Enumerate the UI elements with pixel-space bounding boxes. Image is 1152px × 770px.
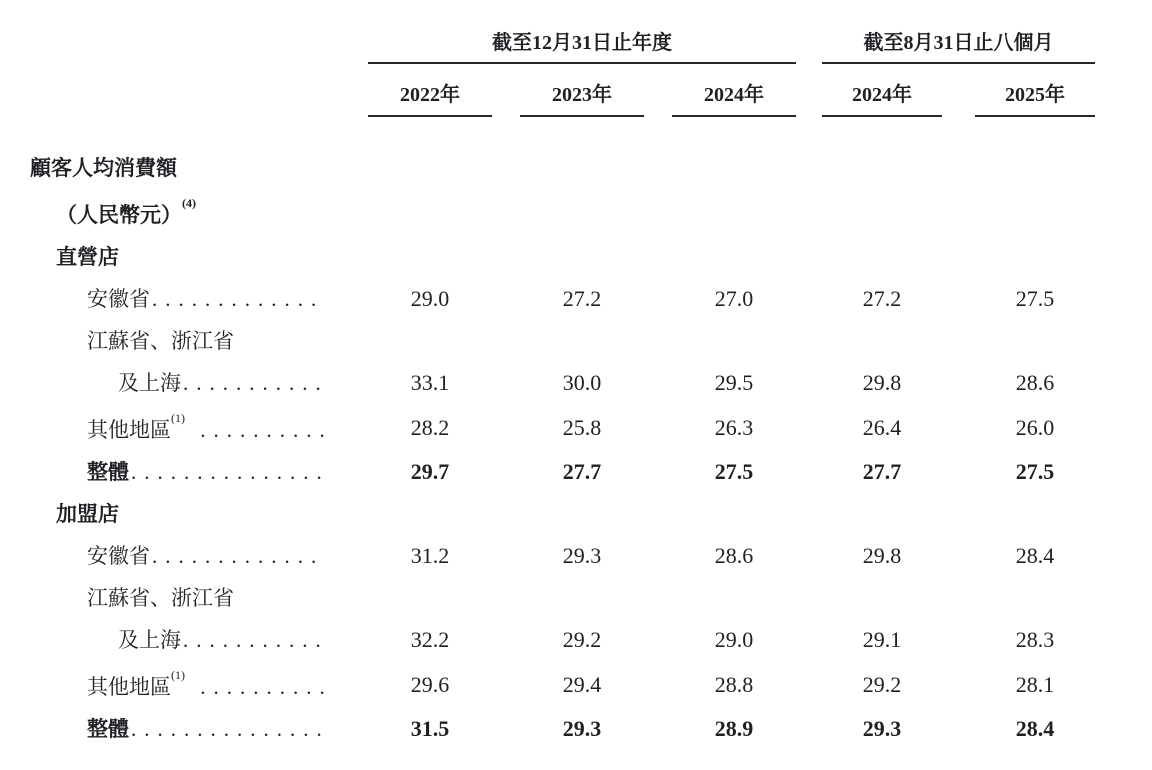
table-header: [30, 26, 1095, 116]
table-row: [30, 493, 1095, 535]
column-spacer: [492, 577, 520, 619]
leader-dots: ...........: [183, 371, 329, 395]
row-label: 整體: [87, 460, 129, 484]
cell-value: [975, 577, 1095, 619]
column-spacer: [942, 116, 975, 189]
column-spacer: [492, 708, 520, 750]
cell-value: 29.1: [862, 627, 902, 652]
row-label: 江蘇省、浙江省: [87, 586, 234, 610]
cell-value: 29.2: [862, 671, 902, 697]
column-spacer: [492, 236, 520, 278]
leader-dots: .............: [152, 287, 325, 311]
cell-value: [975, 236, 1095, 278]
column-spacer: [942, 236, 975, 278]
row-label: 加盟店: [56, 502, 119, 526]
column-spacer: [796, 493, 822, 535]
cell-value: [822, 493, 942, 535]
row-label-cell: [30, 493, 368, 535]
column-spacer: [942, 362, 975, 404]
row-label: 直營店: [56, 245, 119, 269]
column-spacer: [644, 451, 672, 493]
column-spacer: [796, 619, 822, 661]
cell-value: 28.9: [714, 716, 754, 741]
table-row: [30, 451, 1095, 493]
cell-value: 29.7: [410, 459, 450, 484]
cell-value: [368, 493, 492, 535]
footnote-ref: (1): [171, 668, 185, 682]
cell-value: 29.6: [410, 671, 450, 697]
row-label-cell: [30, 535, 368, 577]
column-spacer: [644, 535, 672, 577]
column-spacer: [644, 320, 672, 362]
column-spacer: [796, 577, 822, 619]
row-label-cell: [30, 236, 368, 278]
column-spacer: [796, 708, 822, 750]
cell-value: 27.5: [714, 459, 754, 484]
column-spacer: [492, 451, 520, 493]
column-spacer: [942, 577, 975, 619]
year-header-2022: 2022年: [368, 63, 492, 116]
cell-value: [520, 577, 644, 619]
row-label-cell: [30, 404, 368, 451]
cell-value: [672, 577, 796, 619]
row-label-cell: [30, 619, 368, 661]
column-spacer: [644, 63, 672, 116]
cell-value: 29.4: [562, 671, 602, 697]
table-row: [30, 661, 1095, 708]
cell-value: [368, 320, 492, 362]
column-spacer: [942, 619, 975, 661]
cell-value: [975, 493, 1095, 535]
cell-value: [520, 116, 644, 189]
table-row: [30, 320, 1095, 362]
row-label-cell: [30, 189, 368, 236]
cell-value: [520, 320, 644, 362]
cell-value: [975, 116, 1095, 189]
column-spacer: [942, 451, 975, 493]
header-spacer: [30, 26, 368, 63]
row-label: 安徽省: [87, 287, 150, 311]
cell-value: 29.8: [862, 543, 902, 568]
table-row: [30, 236, 1095, 278]
row-label-cell: [30, 661, 368, 708]
column-spacer: [796, 404, 822, 451]
column-spacer: [492, 493, 520, 535]
customer-spending-table: [30, 26, 1095, 750]
row-label-cell: [30, 116, 368, 189]
cell-value: 28.8: [714, 671, 754, 697]
cell-value: [975, 320, 1095, 362]
column-spacer: [644, 278, 672, 320]
cell-value: [368, 236, 492, 278]
row-label: （人民幣元）: [56, 203, 182, 227]
leader-dots: ...............: [131, 717, 330, 741]
row-label: 安徽省: [87, 544, 150, 568]
year-header-2023: 2023年: [520, 63, 644, 116]
table-row: [30, 278, 1095, 320]
row-label-cell: [30, 708, 368, 750]
table-row: [30, 116, 1095, 189]
table-row: [30, 535, 1095, 577]
cell-value: 31.2: [410, 543, 450, 568]
group-gap: [796, 26, 822, 63]
period-group-eight-months: 截至8月31日止八個月: [822, 26, 1095, 63]
column-spacer: [942, 278, 975, 320]
table-body: [30, 116, 1095, 750]
row-label: 及上海: [118, 628, 181, 652]
column-spacer: [644, 236, 672, 278]
column-spacer: [644, 404, 672, 451]
cell-value: 27.2: [562, 286, 602, 311]
row-label-cell: [30, 278, 368, 320]
column-spacer: [644, 362, 672, 404]
column-spacer: [796, 535, 822, 577]
cell-value: 29.0: [410, 286, 450, 311]
cell-value: [672, 320, 796, 362]
cell-value: 29.5: [714, 370, 754, 395]
year-header-row: [30, 63, 1095, 116]
table-row: [30, 189, 1095, 236]
cell-value: 28.2: [410, 414, 450, 440]
table-row: [30, 577, 1095, 619]
group-gap: [796, 63, 822, 116]
cell-value: 29.8: [862, 370, 902, 395]
column-spacer: [796, 320, 822, 362]
column-spacer: [492, 362, 520, 404]
column-spacer: [796, 661, 822, 708]
leader-dots: ...............: [131, 460, 330, 484]
cell-value: [520, 189, 644, 236]
row-label-cell: [30, 320, 368, 362]
cell-value: 27.0: [714, 286, 754, 311]
cell-value: 32.2: [410, 627, 450, 652]
row-label: 整體: [87, 717, 129, 741]
period-group-year-ended: 截至12月31日止年度: [368, 26, 796, 63]
cell-value: 28.3: [1015, 627, 1055, 652]
cell-value: [822, 236, 942, 278]
column-spacer: [492, 63, 520, 116]
table-row: [30, 619, 1095, 661]
cell-value: [822, 189, 942, 236]
row-label: 及上海: [118, 371, 181, 395]
year-header-2024-8m: 2024年: [822, 63, 942, 116]
cell-value: [520, 236, 644, 278]
cell-value: 26.0: [1015, 414, 1055, 440]
cell-value: 30.0: [562, 370, 602, 395]
cell-value: 28.6: [1015, 370, 1055, 395]
cell-value: [822, 116, 942, 189]
row-label-cell: [30, 451, 368, 493]
cell-value: [672, 236, 796, 278]
column-spacer: [942, 189, 975, 236]
cell-value: [672, 116, 796, 189]
cell-value: 29.3: [862, 716, 902, 741]
column-spacer: [644, 189, 672, 236]
table-row: [30, 404, 1095, 451]
row-label-cell: [30, 577, 368, 619]
table-row: [30, 708, 1095, 750]
cell-value: 33.1: [410, 370, 450, 395]
cell-value: 27.5: [1015, 286, 1055, 311]
column-spacer: [492, 619, 520, 661]
cell-value: 28.4: [1015, 716, 1055, 741]
leader-dots: ..........: [187, 418, 333, 442]
cell-value: 26.4: [862, 414, 902, 440]
column-spacer: [942, 661, 975, 708]
column-spacer: [796, 451, 822, 493]
cell-value: 29.3: [562, 716, 602, 741]
cell-value: [520, 493, 644, 535]
column-spacer: [796, 189, 822, 236]
column-spacer: [796, 236, 822, 278]
footnote-ref: (4): [182, 196, 196, 210]
column-spacer: [942, 493, 975, 535]
cell-value: 25.8: [562, 414, 602, 440]
cell-value: [368, 116, 492, 189]
column-spacer: [492, 661, 520, 708]
cell-value: 29.0: [714, 627, 754, 652]
column-spacer: [644, 116, 672, 189]
column-spacer: [492, 278, 520, 320]
column-spacer: [492, 535, 520, 577]
cell-value: [672, 493, 796, 535]
column-spacer: [796, 116, 822, 189]
year-header-2024: 2024年: [672, 63, 796, 116]
footnote-ref: (1): [171, 411, 185, 425]
header-spacer: [30, 63, 368, 116]
column-spacer: [796, 362, 822, 404]
row-label: 其他地區: [87, 418, 171, 442]
column-spacer: [942, 404, 975, 451]
cell-value: 27.7: [862, 459, 902, 484]
cell-value: [822, 577, 942, 619]
cell-value: 26.3: [714, 414, 754, 440]
column-spacer: [644, 577, 672, 619]
column-spacer: [942, 535, 975, 577]
column-spacer: [942, 63, 975, 116]
cell-value: [975, 189, 1095, 236]
cell-value: 28.6: [714, 543, 754, 568]
row-label: 顧客人均消費額: [30, 156, 177, 180]
cell-value: 28.1: [1015, 671, 1055, 697]
column-spacer: [942, 708, 975, 750]
column-spacer: [644, 661, 672, 708]
period-group-row: [30, 26, 1095, 63]
cell-value: 31.5: [410, 716, 450, 741]
row-label: 江蘇省、浙江省: [87, 329, 234, 353]
leader-dots: ...........: [183, 628, 329, 652]
table-row: [30, 362, 1095, 404]
row-label: 其他地區: [87, 675, 171, 699]
column-spacer: [492, 404, 520, 451]
year-header-2025-8m: 2025年: [975, 63, 1095, 116]
cell-value: [672, 189, 796, 236]
leader-dots: ..........: [187, 675, 333, 699]
column-spacer: [492, 189, 520, 236]
column-spacer: [492, 116, 520, 189]
column-spacer: [942, 320, 975, 362]
cell-value: 29.2: [562, 627, 602, 652]
cell-value: [368, 189, 492, 236]
cell-value: [368, 577, 492, 619]
column-spacer: [644, 493, 672, 535]
cell-value: 27.5: [1015, 459, 1055, 484]
cell-value: 27.2: [862, 286, 902, 311]
column-spacer: [644, 619, 672, 661]
column-spacer: [644, 708, 672, 750]
cell-value: [822, 320, 942, 362]
leader-dots: .............: [152, 544, 325, 568]
cell-value: 27.7: [562, 459, 602, 484]
row-label-cell: [30, 362, 368, 404]
column-spacer: [796, 278, 822, 320]
column-spacer: [492, 320, 520, 362]
cell-value: 28.4: [1015, 543, 1055, 568]
cell-value: 29.3: [562, 543, 602, 568]
